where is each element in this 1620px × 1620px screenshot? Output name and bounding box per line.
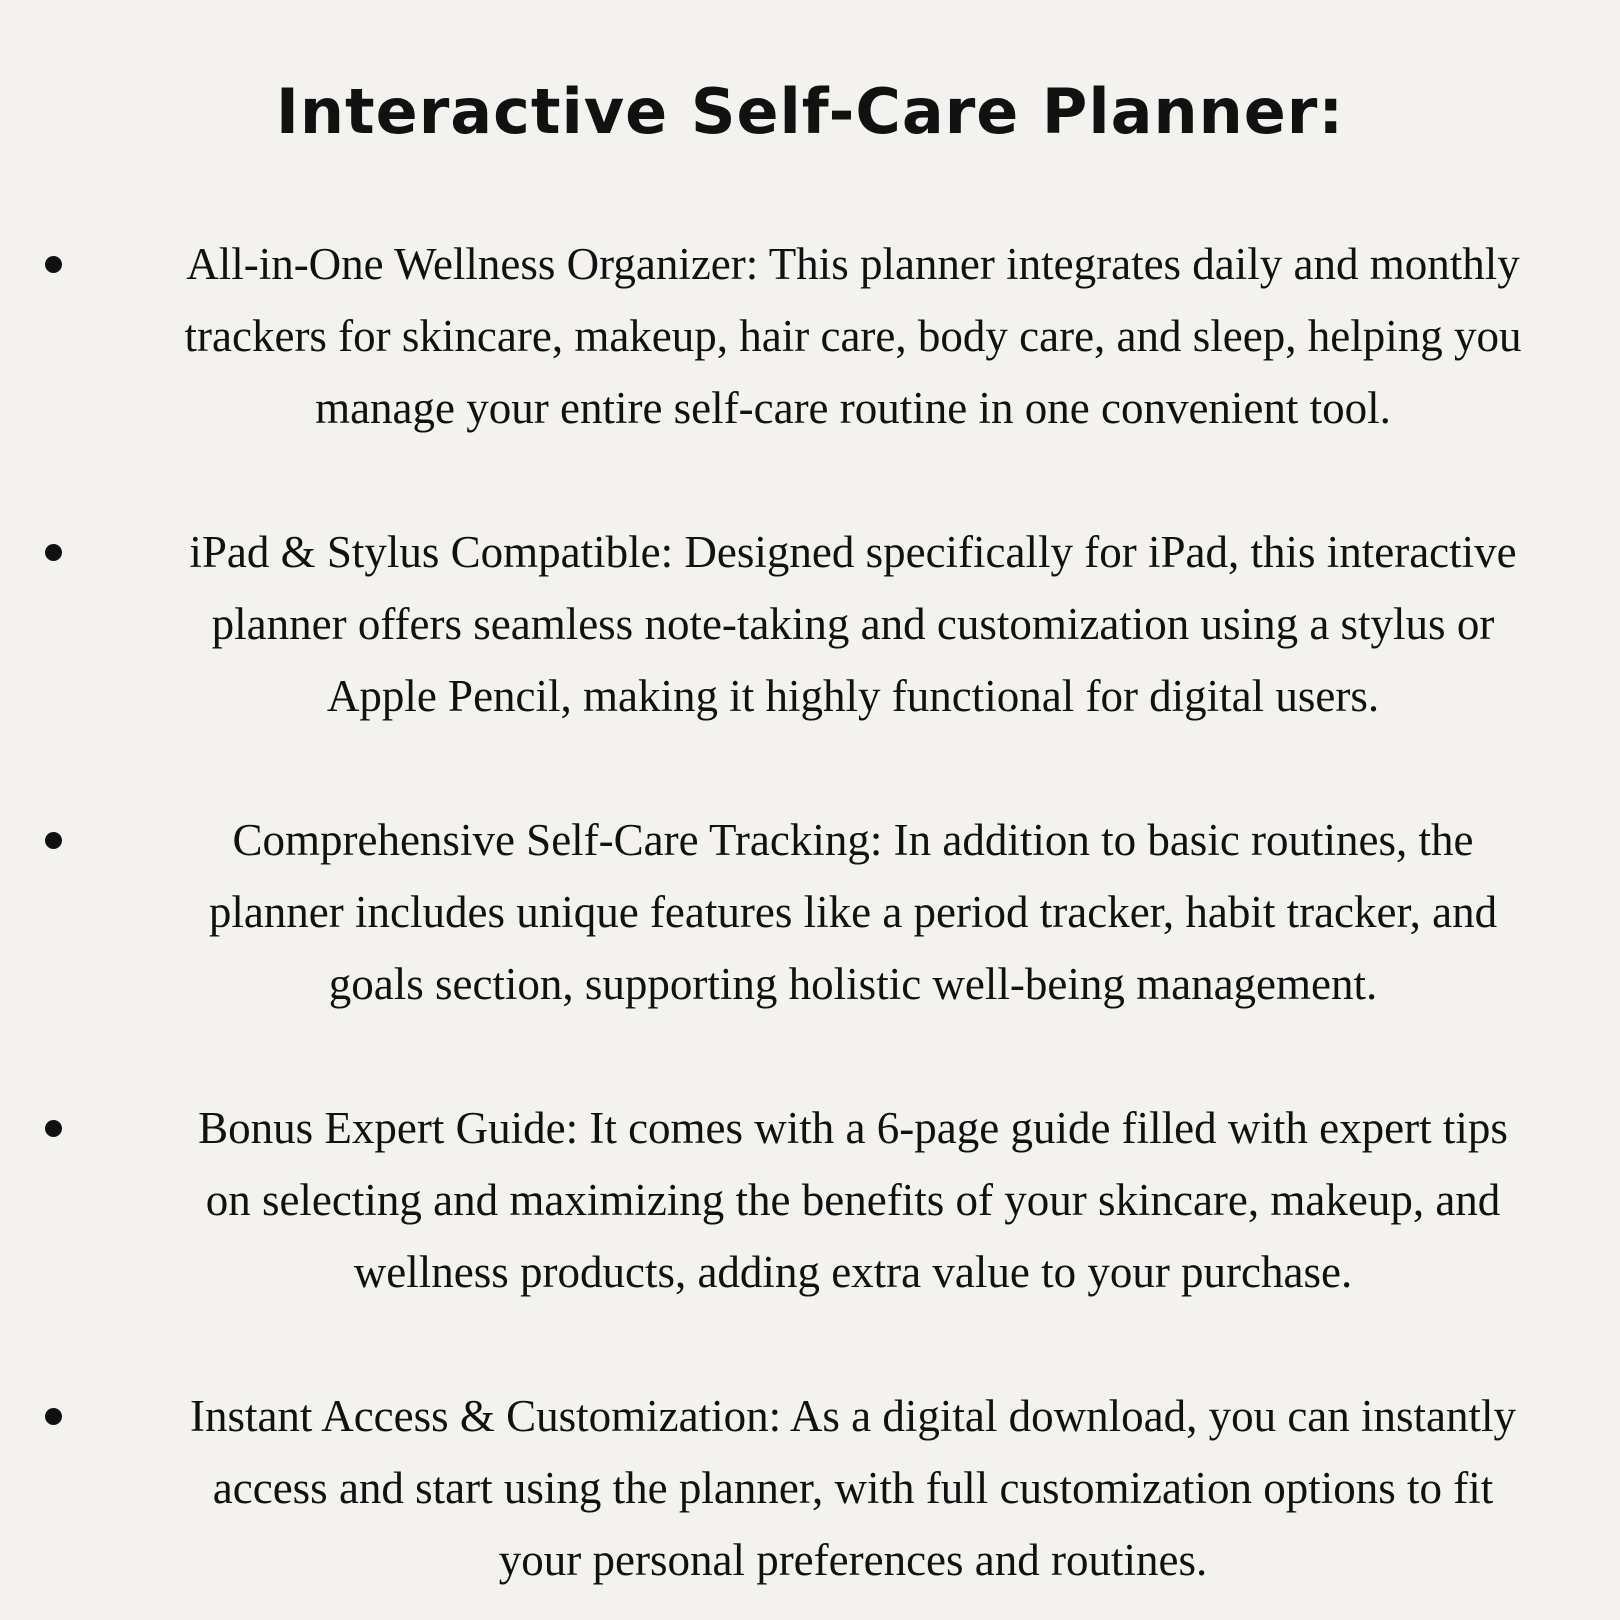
- feature-text: [98, 1092, 1608, 1308]
- feature-line: trackers for skincare, makeup, hair care, body care, and sleep, helping you: [184, 311, 1522, 361]
- feature-line: access and start using the planner, with full customization options to fit: [212, 1463, 1494, 1513]
- feature-item: [0, 804, 1620, 1024]
- feature-line: Apple Pencil, making it highly functional for digital users.: [326, 671, 1380, 721]
- bullet-icon: [45, 1408, 62, 1425]
- feature-line: All-in-One Wellness Organizer: This planner integrates daily and monthly: [186, 239, 1520, 289]
- bullet-icon: [45, 256, 62, 273]
- feature-line: on selecting and maximizing the benefits of your skincare, makeup, and: [205, 1175, 1501, 1225]
- bullet-icon: [45, 832, 62, 849]
- feature-item: [0, 1092, 1620, 1312]
- feature-line: wellness products, adding extra value to your purchase.: [353, 1247, 1353, 1297]
- feature-text: [98, 804, 1608, 1020]
- feature-text: [98, 228, 1608, 444]
- feature-line: your personal preferences and routines.: [498, 1535, 1208, 1585]
- feature-line: goals section, supporting holistic well-being management.: [328, 959, 1378, 1009]
- feature-line: planner offers seamless note-taking and customization using a stylus or: [211, 599, 1495, 649]
- page-title: Interactive Self-Care Planner:: [275, 75, 1345, 148]
- feature-text: [98, 516, 1608, 732]
- bullet-icon: [45, 1120, 62, 1137]
- feature-line: Comprehensive Self-Care Tracking: In addition to basic routines, the: [232, 815, 1474, 865]
- feature-line: iPad & Stylus Compatible: Designed specifically for iPad, this interactive: [189, 527, 1517, 577]
- feature-line: planner includes unique features like a period tracker, habit tracker, and: [208, 887, 1498, 937]
- feature-text: [98, 1380, 1608, 1596]
- feature-line: Instant Access & Customization: As a digital download, you can instantly: [189, 1391, 1517, 1441]
- feature-line: Bonus Expert Guide: It comes with a 6-page guide filled with expert tips: [198, 1103, 1508, 1153]
- feature-item: [0, 1380, 1620, 1600]
- feature-item: [0, 228, 1620, 448]
- bullet-icon: [45, 544, 62, 561]
- feature-item: [0, 516, 1620, 736]
- feature-line: manage your entire self-care routine in one convenient tool.: [315, 383, 1391, 433]
